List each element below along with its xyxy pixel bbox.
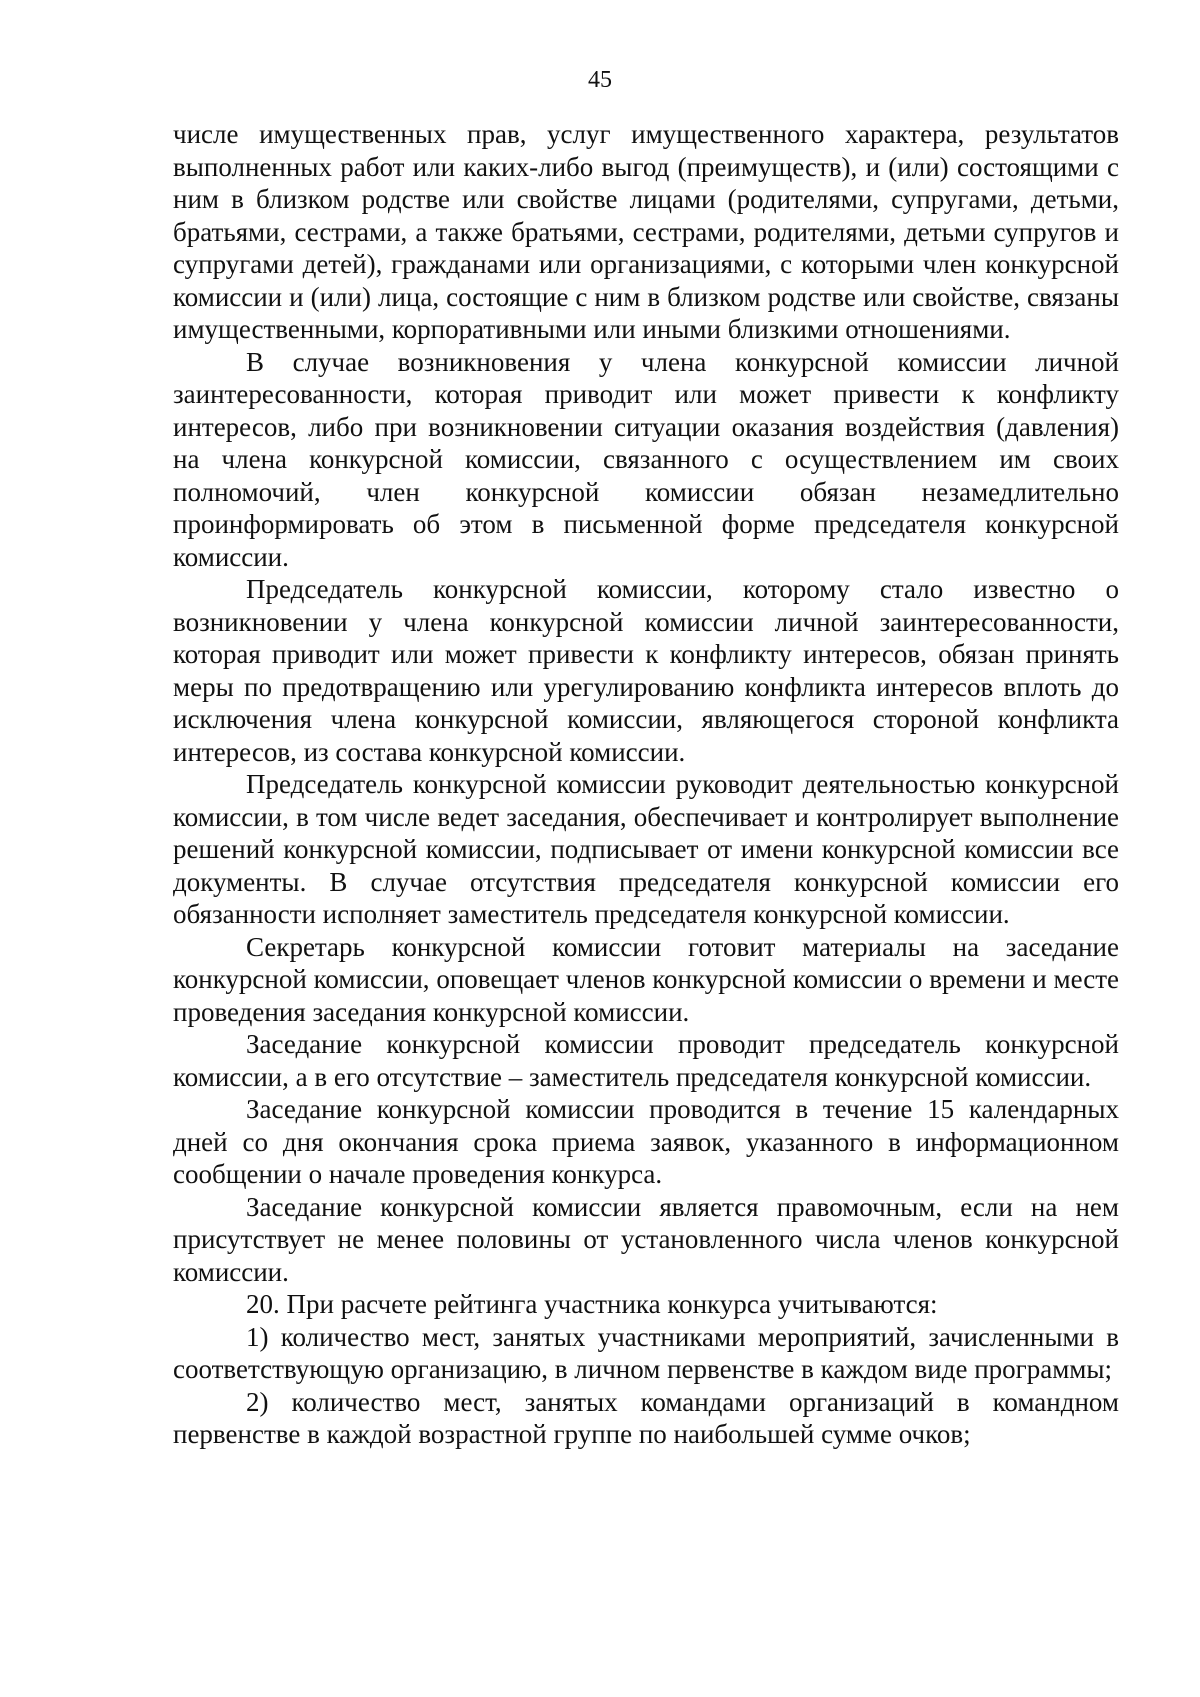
paragraph-11: 2) количество мест, занятых командами организаций в командном первенстве в каждой возрастной группе по наибольшей сумме очков; <box>173 1386 1119 1449</box>
document-body <box>173 118 1119 1451</box>
paragraph-3: Председатель конкурсной комиссии, которому стало известно о возникновении у члена конкурсной комиссии личной заинтересованности, которая приводит или может привести к конфликту интересов, обязан принять меры по предотвращению или урегулированию конфликта интересов вплоть до исключения члена конкурсной комиссии, являющегося стороной конфликта интересов, из состава конкурсной комиссии. <box>173 574 1119 767</box>
page-number: 45 <box>588 67 612 93</box>
paragraph-7: Заседание конкурсной комиссии проводится в течение 15 календарных дней со дня окончания срока приема заявок, указанного в информационном сообщении о начале проведения конкурса. <box>173 1094 1119 1189</box>
paragraph-5: Секретарь конкурсной комиссии готовит материалы на заседание конкурсной комиссии, оповещает членов конкурсной комиссии о времени и месте проведения заседания конкурсной комиссии. <box>173 931 1119 1027</box>
paragraph-8: Заседание конкурсной комиссии является правомочным, если на нем присутствует не менее половины от установленного числа членов конкурсной комиссии. <box>173 1191 1119 1287</box>
paragraph-2: В случае возникновения у члена конкурсной комиссии личной заинтересованности, которая приводит или может привести к конфликту интересов, либо при возникновении ситуации оказания воздействия (давления) на члена конкурсной комиссии, связанного с осуществлением им своих полномочий, член конкурсной комиссии обязан незамедлительно проинформировать об этом в письменной форме председателя конкурсной комиссии. <box>173 346 1119 572</box>
paragraph-6: Заседание конкурсной комиссии проводит председатель конкурсной комиссии, а в его отсутствие – заместитель председателя конкурсной комиссии. <box>173 1029 1119 1092</box>
paragraph-1: числе имущественных прав, услуг имущественного характера, результатов выполненных работ или каких-либо выгод (преимуществ), и (или) состоящими с ним в близком родстве или свойстве лицами (родителями, супругами, детьми, братьями, сестрами, а также братьями, сестрами, родителями, детьми супругов и супругами детей), гражданами или организациями, с которыми член конкурсной комиссии и (или) лица, состоящие с ним в близком родстве или свойстве, связаны имущественными, корпоративными или иными близкими отношениями. <box>173 119 1119 344</box>
paragraph-9: 20. При расчете рейтинга участника конкурса учитываются: <box>246 1289 938 1319</box>
paragraph-10: 1) количество мест, занятых участниками мероприятий, зачисленными в соответствующую организацию, в личном первенстве в каждом виде программы; <box>173 1321 1119 1384</box>
paragraph-4: Председатель конкурсной комиссии руководит деятельностью конкурсной комиссии, в том числе ведет заседания, обеспечивает и контролирует выполнение решений конкурсной комиссии, подписывает от имени конкурсной комиссии все документы. В случае отсутствия председателя конкурсной комиссии его обязанности исполняет заместитель председателя конкурсной комиссии. <box>173 769 1119 929</box>
